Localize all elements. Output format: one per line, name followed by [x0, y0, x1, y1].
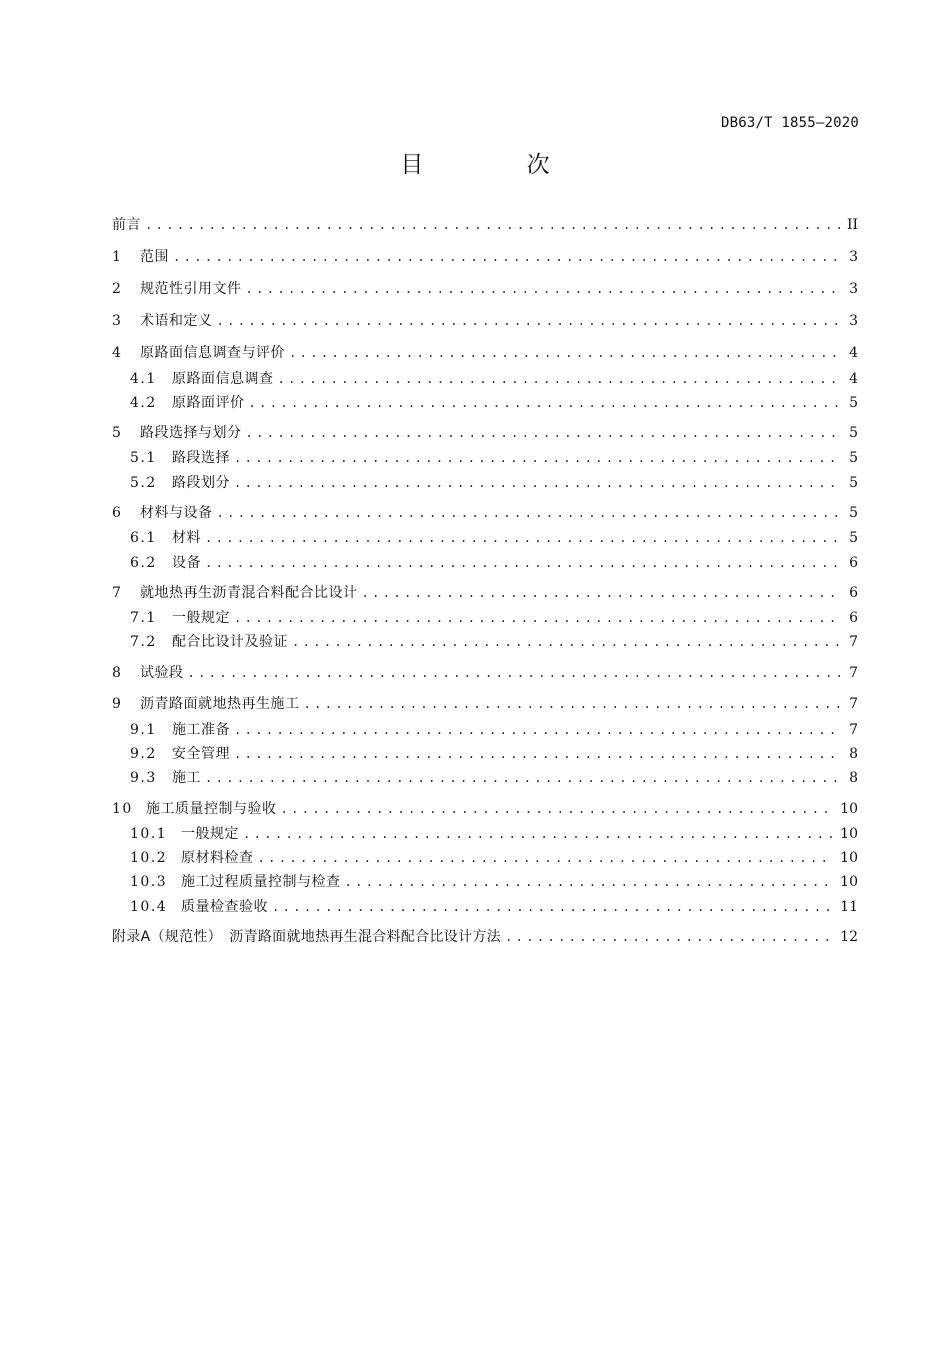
toc-entry-page: 10 [840, 801, 858, 817]
toc-leader-dots [205, 553, 842, 573]
toc-entry-title: 沥青路面就地热再生施工 [140, 696, 300, 712]
toc-entry-appendix-a[interactable] [112, 927, 858, 947]
toc-leader-dots [246, 423, 843, 443]
toc-entry-title: 质量检查验收 [181, 899, 268, 915]
toc-entry-title: 前言 [112, 217, 141, 233]
toc-entry-page: 3 [849, 281, 858, 297]
toc-entry-page: 5 [849, 395, 858, 411]
toc-entry-title: 材料 [172, 530, 201, 546]
toc-entry-number: 9.3 [130, 770, 157, 786]
toc-leader-dots [234, 744, 842, 764]
toc-entry-9-2[interactable] [130, 744, 858, 764]
toc-entry-page: 6 [849, 610, 858, 626]
toc-entry-number: 10.3 [130, 874, 168, 890]
toc-entry-4[interactable] [112, 343, 858, 363]
toc-leader-dots [188, 663, 843, 683]
toc-entry-title: 一般规定 [172, 610, 230, 626]
toc-entry-2[interactable] [112, 279, 858, 299]
toc-entry-page: 7 [849, 665, 858, 681]
page-title: 目 次 [400, 152, 598, 178]
toc-entry-title: 施工过程质量控制与检查 [181, 874, 341, 890]
toc-entry-number: 3 [112, 313, 123, 329]
toc-entry-9-3[interactable] [130, 768, 858, 788]
toc-entry-number: 4.2 [130, 395, 157, 411]
toc-entry-6[interactable] [112, 503, 858, 523]
toc-entry-title: 附录A（规范性） 沥青路面就地热再生混合料配合比设计方法 [112, 929, 501, 945]
toc-entry-number: 10.2 [130, 850, 168, 866]
toc-entry-title: 原路面信息调查 [172, 371, 274, 387]
toc-leader-dots [345, 872, 835, 892]
toc-leader-dots [281, 799, 835, 819]
toc-entry-number: 10.1 [130, 826, 168, 842]
toc-entry-page: 4 [849, 371, 858, 387]
toc-entry-number: 7 [112, 585, 123, 601]
toc-entry-7-2[interactable] [130, 632, 858, 652]
toc-leader-dots [249, 393, 843, 413]
toc-entry-number: 9.1 [130, 722, 157, 738]
toc-entry-5-2[interactable] [130, 473, 858, 493]
toc-leader-dots [234, 608, 842, 628]
toc-entry-title: 试验段 [140, 665, 184, 681]
toc-entry-number: 9.2 [130, 746, 157, 762]
toc-leader-dots [362, 583, 843, 603]
toc-entry-5-1[interactable] [130, 448, 858, 468]
toc-entry-9-1[interactable] [130, 720, 858, 740]
toc-entry-6-2[interactable] [130, 553, 858, 573]
toc-entry-page: 7 [849, 722, 858, 738]
toc-entry-6-1[interactable] [130, 528, 858, 548]
toc-entry-page: 7 [849, 696, 858, 712]
toc-entry-7-1[interactable] [130, 608, 858, 628]
toc-entry-number: 7.2 [130, 634, 157, 650]
toc-leader-dots [205, 528, 842, 548]
toc-entry-page: 12 [840, 929, 858, 945]
toc-entry-title: 规范性引用文件 [140, 281, 242, 297]
toc-entry-title: 材料与设备 [140, 505, 213, 521]
toc-entry-page: 4 [849, 345, 858, 361]
toc-entry-page: 5 [849, 425, 858, 441]
toc-entry-10-3[interactable] [130, 872, 858, 892]
toc-entry-title: 一般规定 [181, 826, 239, 842]
toc-entry-page: 8 [849, 746, 858, 762]
toc-entry-page: 7 [849, 634, 858, 650]
toc-entry-number: 9 [112, 696, 123, 712]
toc-leader-dots [173, 247, 842, 267]
toc-leader-dots [289, 343, 842, 363]
toc-leader-dots [234, 448, 842, 468]
toc-entry-number: 7.1 [130, 610, 157, 626]
toc-entry-number: 8 [112, 665, 123, 681]
toc-entry-5[interactable] [112, 423, 858, 443]
toc-entry-page: 5 [849, 475, 858, 491]
toc-entry-title: 施工准备 [172, 722, 230, 738]
toc-entry-number: 4.1 [130, 371, 157, 387]
toc-entry-title: 配合比设计及验证 [172, 634, 288, 650]
toc-leader-dots [272, 897, 834, 917]
toc-entry-10-2[interactable] [130, 848, 858, 868]
toc-entry-title: 施工质量控制与验收 [146, 801, 277, 817]
toc-leader-dots [234, 720, 842, 740]
toc-entry-8[interactable] [112, 663, 858, 683]
toc-leader-dots [205, 768, 842, 788]
toc-entry-title: 原路面评价 [172, 395, 245, 411]
toc-entry-page: 5 [849, 450, 858, 466]
toc-entry-number: 4 [112, 345, 123, 361]
toc-entry-number: 2 [112, 281, 123, 297]
toc-leader-dots [505, 927, 834, 947]
toc-entry-title: 范围 [140, 249, 169, 265]
toc-entry-page: 6 [849, 585, 858, 601]
toc-entry-title: 路段选择 [172, 450, 230, 466]
toc-entry-page: 10 [840, 850, 858, 866]
toc-entry-7[interactable] [112, 583, 858, 603]
toc-entry-10-1[interactable] [130, 824, 858, 844]
toc-entry-title: 设备 [172, 555, 201, 571]
toc-entry-10[interactable] [112, 799, 858, 819]
toc-entry-page: 10 [840, 826, 858, 842]
toc-entry-title: 路段选择与划分 [140, 425, 242, 441]
toc-entry-number: 5.1 [130, 450, 157, 466]
toc-entry-number: 10.4 [130, 899, 168, 915]
toc-entry-page: 5 [849, 530, 858, 546]
toc-entry-title: 安全管理 [172, 746, 230, 762]
document-code: DB63/T 1855—2020 [720, 115, 859, 131]
toc-entry-3[interactable] [112, 311, 858, 331]
toc-leader-dots [246, 279, 843, 299]
toc-entry-title: 就地热再生沥青混合料配合比设计 [140, 585, 358, 601]
toc-entry-page: 3 [849, 313, 858, 329]
toc-entry-page: II [846, 217, 858, 233]
toc-entry-page: 10 [840, 874, 858, 890]
toc-leader-dots [258, 848, 835, 868]
toc-leader-dots [304, 694, 843, 714]
toc-entry-page: 6 [849, 555, 858, 571]
toc-entry-title: 施工 [172, 770, 201, 786]
toc-entry-number: 6 [112, 505, 123, 521]
toc-entry-title: 术语和定义 [140, 313, 213, 329]
toc-entry-number: 6.1 [130, 530, 157, 546]
toc-entry-9[interactable] [112, 694, 858, 714]
toc-leader-dots [217, 311, 843, 331]
toc-entry-4-2[interactable] [130, 393, 858, 413]
toc-leader-dots [278, 369, 843, 389]
toc-entry-number: 1 [112, 249, 123, 265]
toc-entry-number: 5.2 [130, 475, 157, 491]
toc-entry-title: 原路面信息调查与评价 [140, 345, 285, 361]
toc-leader-dots [292, 632, 842, 652]
toc-entry-number: 5 [112, 425, 123, 441]
toc-entry-10-4[interactable] [130, 897, 858, 917]
toc-entry-title: 原材料检查 [181, 850, 254, 866]
toc-entry-page: 5 [849, 505, 858, 521]
toc-entry-page: 8 [849, 770, 858, 786]
toc-entry-1[interactable] [112, 247, 858, 267]
toc-entry-number: 6.2 [130, 555, 157, 571]
toc-entry-number: 10 [112, 801, 133, 817]
toc-entry-page: 11 [840, 899, 858, 915]
toc-entry-title: 路段划分 [172, 475, 230, 491]
toc-entry-page: 3 [849, 249, 858, 265]
toc-leader-dots [234, 473, 842, 493]
toc-leader-dots [243, 824, 834, 844]
toc-entry-foreword[interactable] [112, 215, 858, 235]
toc-leader-dots [145, 215, 841, 235]
toc-entry-4-1[interactable] [130, 369, 858, 389]
toc-leader-dots [217, 503, 843, 523]
